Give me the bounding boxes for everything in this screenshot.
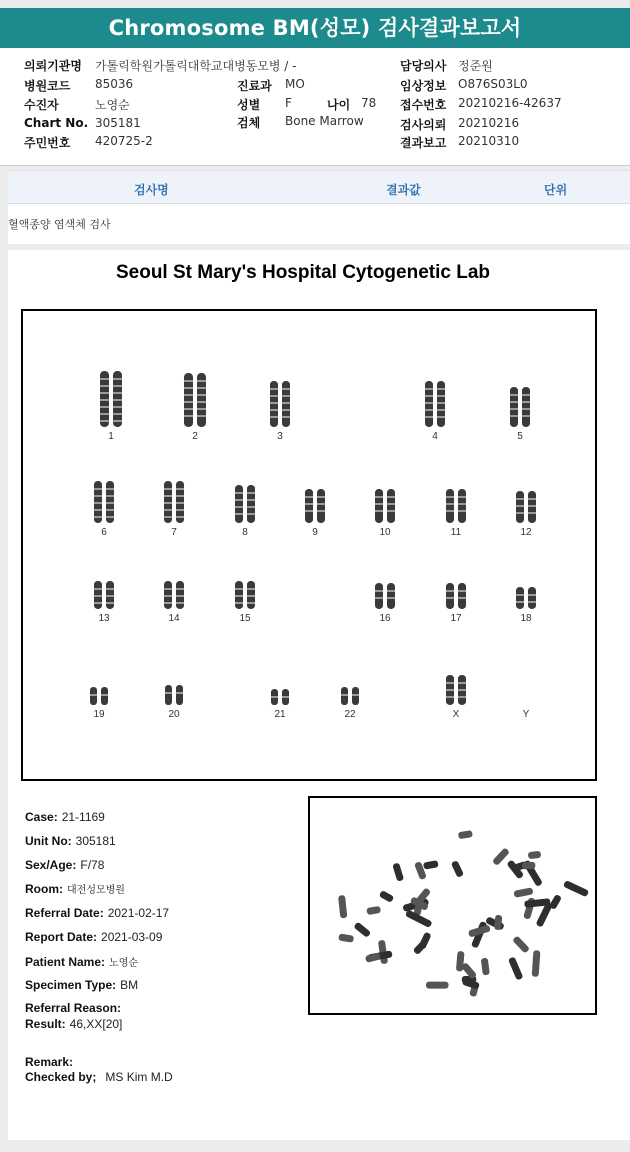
unit-no-field: Unit No: 305181	[25, 834, 116, 848]
chromosome-band	[458, 496, 466, 498]
chromosome-label-5: 5	[517, 431, 523, 442]
chromosome-band	[184, 380, 193, 382]
department-label: 진료과	[237, 79, 272, 93]
institution-value: 가톨릭학원가톨릭대학교대병동모병 / -	[95, 59, 297, 73]
chromosome-band	[317, 510, 325, 512]
sex-value: F	[285, 96, 292, 110]
chromosome-band	[458, 510, 466, 512]
institution-label: 의뢰기관명	[24, 59, 82, 73]
chromosome-band	[510, 394, 518, 396]
resident-no-label: 주민번호	[24, 136, 71, 150]
chromosome-band	[270, 395, 278, 397]
chromosome-band	[317, 503, 325, 505]
chromosome-band	[458, 696, 466, 698]
chromosome-band	[425, 416, 433, 418]
chromosome-9-b	[317, 489, 325, 523]
chromosome-label-1: 1	[108, 431, 114, 442]
doctor-value: 정준원	[458, 59, 493, 73]
report-date-label: 결과보고	[400, 136, 447, 150]
chromosome-label-16: 16	[379, 613, 391, 624]
patient-value: 노영순	[95, 98, 130, 112]
chromosome-band	[184, 415, 193, 417]
chromosome-band	[100, 406, 109, 408]
chromosome-label-2: 2	[192, 431, 198, 442]
metaphase-chromosome	[508, 956, 523, 980]
chromosome-band	[106, 488, 114, 490]
patient-name-field: Patient Name: 노영순	[25, 955, 139, 969]
chromosome-18-a	[516, 587, 524, 609]
chromosome-label-18: 18	[520, 613, 532, 624]
doctor-label: 담당의사	[400, 59, 447, 73]
chromosome-band	[458, 689, 466, 691]
room-value: 대전성모병원	[67, 885, 125, 896]
chromosome-label-3: 3	[277, 431, 283, 442]
chromosome-band	[247, 492, 255, 494]
chromosome-band	[100, 392, 109, 394]
chromosome-band	[197, 415, 206, 417]
karyogram	[21, 309, 597, 781]
request-date-label: 검사의뢰	[400, 118, 447, 132]
specimen-type-value: BM	[120, 978, 139, 992]
chromosome-band	[305, 496, 313, 498]
lab-title: Seoul St Mary's Hospital Cytogenetic Lab	[115, 262, 491, 283]
metaphase-chromosome	[528, 851, 541, 859]
metaphase-chromosome	[418, 932, 431, 950]
chromosome-band	[176, 602, 184, 604]
chromosome-band	[113, 392, 122, 394]
metaphase-chromosome	[494, 915, 502, 931]
chromosome-20-b	[176, 685, 183, 705]
chromosome-band	[282, 416, 290, 418]
specimen-value: Bone Marrow	[285, 114, 364, 128]
chromosome-8-b	[247, 485, 255, 523]
chromosome-band	[94, 595, 102, 597]
patient-info-panel	[0, 48, 630, 166]
metaphase-chromosome	[392, 862, 404, 881]
chromosome-band	[522, 415, 530, 417]
chromosome-band	[305, 503, 313, 505]
chromosome-9-a	[305, 489, 313, 523]
chromosome-band	[247, 499, 255, 501]
chromosome-band	[387, 510, 395, 512]
chromosome-band	[164, 595, 172, 597]
chromosome-band	[113, 420, 122, 422]
chromosome-label-13: 13	[98, 613, 110, 624]
department-value: MO	[285, 77, 305, 91]
chromosome-band	[425, 388, 433, 390]
chromosome-10-a	[375, 489, 383, 523]
metaphase-chromosome	[481, 958, 490, 976]
specimen-label: 검체	[237, 116, 261, 130]
chromosome-band	[94, 588, 102, 590]
chromosome-band	[516, 601, 524, 603]
chromosome-label-19: 19	[93, 709, 105, 720]
referral-reason-field: Referral Reason:	[25, 1001, 122, 1015]
chromosome-band	[247, 602, 255, 604]
chromosome-band	[235, 499, 243, 501]
metaphase-chromosome	[353, 922, 371, 938]
metaphase-chromosome	[458, 830, 473, 839]
metaphase-image	[308, 796, 597, 1015]
hospital-code-value: 85036	[95, 77, 134, 91]
metaphase-chromosome	[512, 935, 530, 953]
results-table	[8, 170, 630, 244]
chromosome-band	[510, 401, 518, 403]
chromosome-band	[164, 495, 172, 497]
chromosome-band	[375, 503, 383, 505]
chromosome-band	[375, 496, 383, 498]
sex-age-field: Sex/Age: F/78	[25, 858, 105, 872]
chromosome-band	[106, 495, 114, 497]
chromosome-band	[106, 602, 114, 604]
chromosome-band	[235, 513, 243, 515]
chromosome-band	[176, 488, 184, 490]
chromosome-band	[184, 408, 193, 410]
chromosome-label-15: 15	[239, 613, 251, 624]
chromosome-band	[106, 595, 114, 597]
column-test-name[interactable]: 검사명	[134, 183, 169, 197]
chromosome-band	[197, 387, 206, 389]
chromosome-band	[516, 505, 524, 507]
chromosome-band	[197, 394, 206, 396]
receipt-no-label: 접수번호	[400, 98, 447, 112]
remark-field: Remark:	[25, 1055, 74, 1069]
report-title: Chromosome BM(성모) 검사결과보고서	[0, 8, 630, 48]
chromosome-label-4: 4	[432, 431, 438, 442]
chromosome-band	[528, 601, 536, 603]
chromosome-8-a	[235, 485, 243, 523]
chromosome-band	[352, 694, 359, 696]
chromosome-band	[387, 590, 395, 592]
chromosome-band	[458, 597, 466, 599]
chromosome-band	[164, 502, 172, 504]
chromosome-band	[446, 510, 454, 512]
chromosome-band	[375, 597, 383, 599]
chromosome-band	[437, 402, 445, 404]
chromosome-band	[94, 502, 102, 504]
sex-age-value: F/78	[80, 858, 105, 872]
chromosome-band	[271, 696, 278, 698]
chromosome-band	[247, 513, 255, 515]
chromosome-band	[270, 402, 278, 404]
chromosome-band	[446, 590, 454, 592]
receipt-no-value: 20210216-42637	[458, 96, 562, 110]
chromosome-band	[164, 588, 172, 590]
chromosome-band	[164, 488, 172, 490]
chromosome-band	[176, 516, 184, 518]
chromosome-band	[522, 408, 530, 410]
referral-date-field: Referral Date: 2021-02-17	[25, 906, 170, 920]
patient-name-value: 노영순	[109, 958, 139, 969]
chromosome-band	[437, 388, 445, 390]
chromosome-5-a	[510, 387, 518, 427]
report-date-value: 20210310	[458, 134, 520, 148]
chromosome-band	[516, 498, 524, 500]
chromosome-band	[100, 413, 109, 415]
chromosome-band	[341, 694, 348, 696]
chromosome-band	[184, 401, 193, 403]
metaphase-chromosome	[492, 847, 510, 866]
chromosome-band	[197, 380, 206, 382]
chromosome-11-b	[458, 489, 466, 523]
case-value: 21-1169	[61, 810, 105, 824]
unit-no-value: 305181	[75, 834, 116, 848]
chromosome-16-a	[375, 583, 383, 609]
chromosome-band	[235, 588, 243, 590]
metaphase-chromosome	[451, 860, 464, 878]
chromosome-band	[375, 590, 383, 592]
chromosome-band	[446, 696, 454, 698]
chromosome-label-8: 8	[242, 527, 248, 538]
chromosome-band	[375, 510, 383, 512]
metaphase-chromosome	[379, 890, 395, 903]
report-date-value-2: 2021-03-09	[101, 930, 163, 944]
chromosome-band	[197, 408, 206, 410]
chromosome-band	[176, 692, 183, 694]
chromosome-band	[522, 401, 530, 403]
chromosome-band	[282, 409, 290, 411]
chromosome-10-b	[387, 489, 395, 523]
chromosome-band	[282, 388, 290, 390]
request-date-value: 20210216	[458, 116, 520, 130]
age-label: 나이	[327, 98, 351, 112]
chromosome-17-a	[446, 583, 454, 609]
chromosome-band	[235, 602, 243, 604]
chromosome-band	[106, 502, 114, 504]
chromosome-band	[106, 509, 114, 511]
chromosome-band	[458, 682, 466, 684]
chromosome-label-20: 20	[168, 709, 180, 720]
chromosome-band	[528, 505, 536, 507]
chromosome-band	[528, 594, 536, 596]
result-field: Result: 46,XX[20]	[25, 1017, 123, 1031]
chromosome-band	[164, 602, 172, 604]
metaphase-chromosome	[532, 950, 541, 977]
chromosome-band	[446, 597, 454, 599]
chromosome-band	[106, 588, 114, 590]
chromosome-band	[510, 408, 518, 410]
chromosome-band	[235, 492, 243, 494]
chromosome-label-6: 6	[101, 527, 107, 538]
chromosome-band	[165, 692, 172, 694]
karyotype-report	[8, 250, 630, 1140]
chromosome-label-11: 11	[450, 527, 462, 538]
metaphase-chromosome	[338, 933, 354, 942]
metaphase-spread	[310, 798, 595, 1013]
chromosome-band	[113, 399, 122, 401]
chromosome-band	[282, 696, 289, 698]
metaphase-chromosome	[522, 862, 536, 870]
chromosome-band	[528, 512, 536, 514]
chromosome-label-7: 7	[171, 527, 177, 538]
chromosome-band	[94, 495, 102, 497]
chromosome-band	[176, 502, 184, 504]
chromosome-label-22: 22	[344, 709, 356, 720]
chromosome-band	[94, 516, 102, 518]
chromosome-label-17: 17	[450, 613, 462, 624]
chromosome-band	[235, 595, 243, 597]
chromosome-band	[458, 503, 466, 505]
chromosome-band	[458, 590, 466, 592]
chromosome-20-a	[165, 685, 172, 705]
chromosome-band	[437, 395, 445, 397]
chromosome-band	[437, 409, 445, 411]
chromosome-band	[425, 402, 433, 404]
chromosome-band	[164, 516, 172, 518]
chromosome-band	[176, 595, 184, 597]
metaphase-chromosome	[563, 880, 589, 897]
chromosome-5-b	[522, 387, 530, 427]
chromosome-band	[516, 512, 524, 514]
chromosome-band	[106, 516, 114, 518]
resident-no-value: 420725-2	[95, 134, 153, 148]
chromosome-label-9: 9	[312, 527, 318, 538]
chromosome-band	[446, 496, 454, 498]
chromosome-band	[446, 503, 454, 505]
chromosome-band	[113, 378, 122, 380]
chromosome-band	[113, 406, 122, 408]
chromosome-band	[270, 388, 278, 390]
chromosome-band	[446, 689, 454, 691]
column-result[interactable]: 결과값	[386, 183, 421, 197]
chromosome-18-b	[528, 587, 536, 609]
results-table-header	[8, 171, 630, 204]
chromosome-band	[247, 595, 255, 597]
chromosome-band	[100, 378, 109, 380]
chromosome-band	[100, 399, 109, 401]
metaphase-chromosome	[513, 887, 533, 897]
chromosome-band	[425, 395, 433, 397]
chromosome-band	[94, 509, 102, 511]
room-field: Room: 대전성모병원	[25, 882, 125, 896]
chromosome-17-b	[458, 583, 466, 609]
chromosome-band	[176, 495, 184, 497]
metaphase-chromosome	[366, 906, 381, 915]
chromosome-band	[270, 409, 278, 411]
chart-no-label: Chart No.	[24, 116, 89, 130]
age-value: 78	[361, 96, 377, 110]
clinical-info-value: O876S03L0	[458, 77, 528, 91]
chromosome-band	[94, 602, 102, 604]
chromosome-band	[197, 401, 206, 403]
chromosome-band	[235, 506, 243, 508]
sex-label: 성별	[237, 98, 261, 112]
chromosome-label-21: 21	[274, 709, 286, 720]
chromosome-label-Y: Y	[522, 709, 530, 720]
chromosome-band	[100, 420, 109, 422]
report-date-field: Report Date: 2021-03-09	[25, 930, 163, 944]
chromosome-band	[184, 387, 193, 389]
chromosome-label-14: 14	[168, 613, 180, 624]
chromosome-band	[94, 488, 102, 490]
chromosome-band	[528, 498, 536, 500]
chromosome-band	[425, 409, 433, 411]
chromosome-band	[247, 506, 255, 508]
chromosome-band	[305, 510, 313, 512]
metaphase-chromosome	[426, 982, 449, 989]
chromosome-band	[446, 682, 454, 684]
chromosome-band	[164, 509, 172, 511]
chromosome-band	[282, 402, 290, 404]
checked-by-value: MS Kim M.D	[105, 1070, 173, 1084]
patient-label: 수진자	[24, 98, 59, 112]
chromosome-band	[184, 394, 193, 396]
chromosome-band	[90, 694, 97, 696]
chromosome-band	[176, 588, 184, 590]
chromosome-band	[247, 588, 255, 590]
chromosome-band	[522, 394, 530, 396]
chromosome-band	[270, 416, 278, 418]
chart-no-value: 305181	[95, 116, 141, 130]
referral-date-value: 2021-02-17	[107, 906, 170, 920]
metaphase-chromosome	[338, 895, 347, 918]
chromosome-label-X: X	[452, 709, 460, 720]
chromosome-band	[437, 416, 445, 418]
chromosome-band	[113, 413, 122, 415]
chromosome-band	[387, 597, 395, 599]
chromosome-11-a	[446, 489, 454, 523]
chromosome-band	[317, 496, 325, 498]
specimen-type-field: Specimen Type: BM	[25, 978, 139, 992]
chromosome-band	[387, 503, 395, 505]
clinical-info-label: 임상정보	[400, 79, 447, 93]
chromosome-band	[387, 496, 395, 498]
chromosome-band	[101, 694, 108, 696]
result-row-test-name[interactable]: 혈액종양 염색체 검사	[8, 218, 111, 231]
bottom-bar	[0, 1140, 630, 1152]
checked-by-field: Checked by; MS Kim M.D	[25, 1070, 173, 1084]
case-field: Case: 21-1169	[25, 810, 105, 824]
chromosome-label-10: 10	[379, 527, 391, 538]
hospital-code-label: 병원코드	[24, 79, 71, 93]
chromosome-band	[113, 385, 122, 387]
chromosome-band	[176, 509, 184, 511]
chromosome-label-12: 12	[520, 527, 532, 538]
chromosome-band	[516, 594, 524, 596]
chromosome-16-b	[387, 583, 395, 609]
result-value: 46,XX[20]	[69, 1017, 123, 1031]
chromosome-band	[282, 395, 290, 397]
column-unit[interactable]: 단위	[544, 183, 568, 197]
chromosome-band	[100, 385, 109, 387]
chromosome-band	[510, 415, 518, 417]
metaphase-chromosome	[423, 860, 439, 869]
